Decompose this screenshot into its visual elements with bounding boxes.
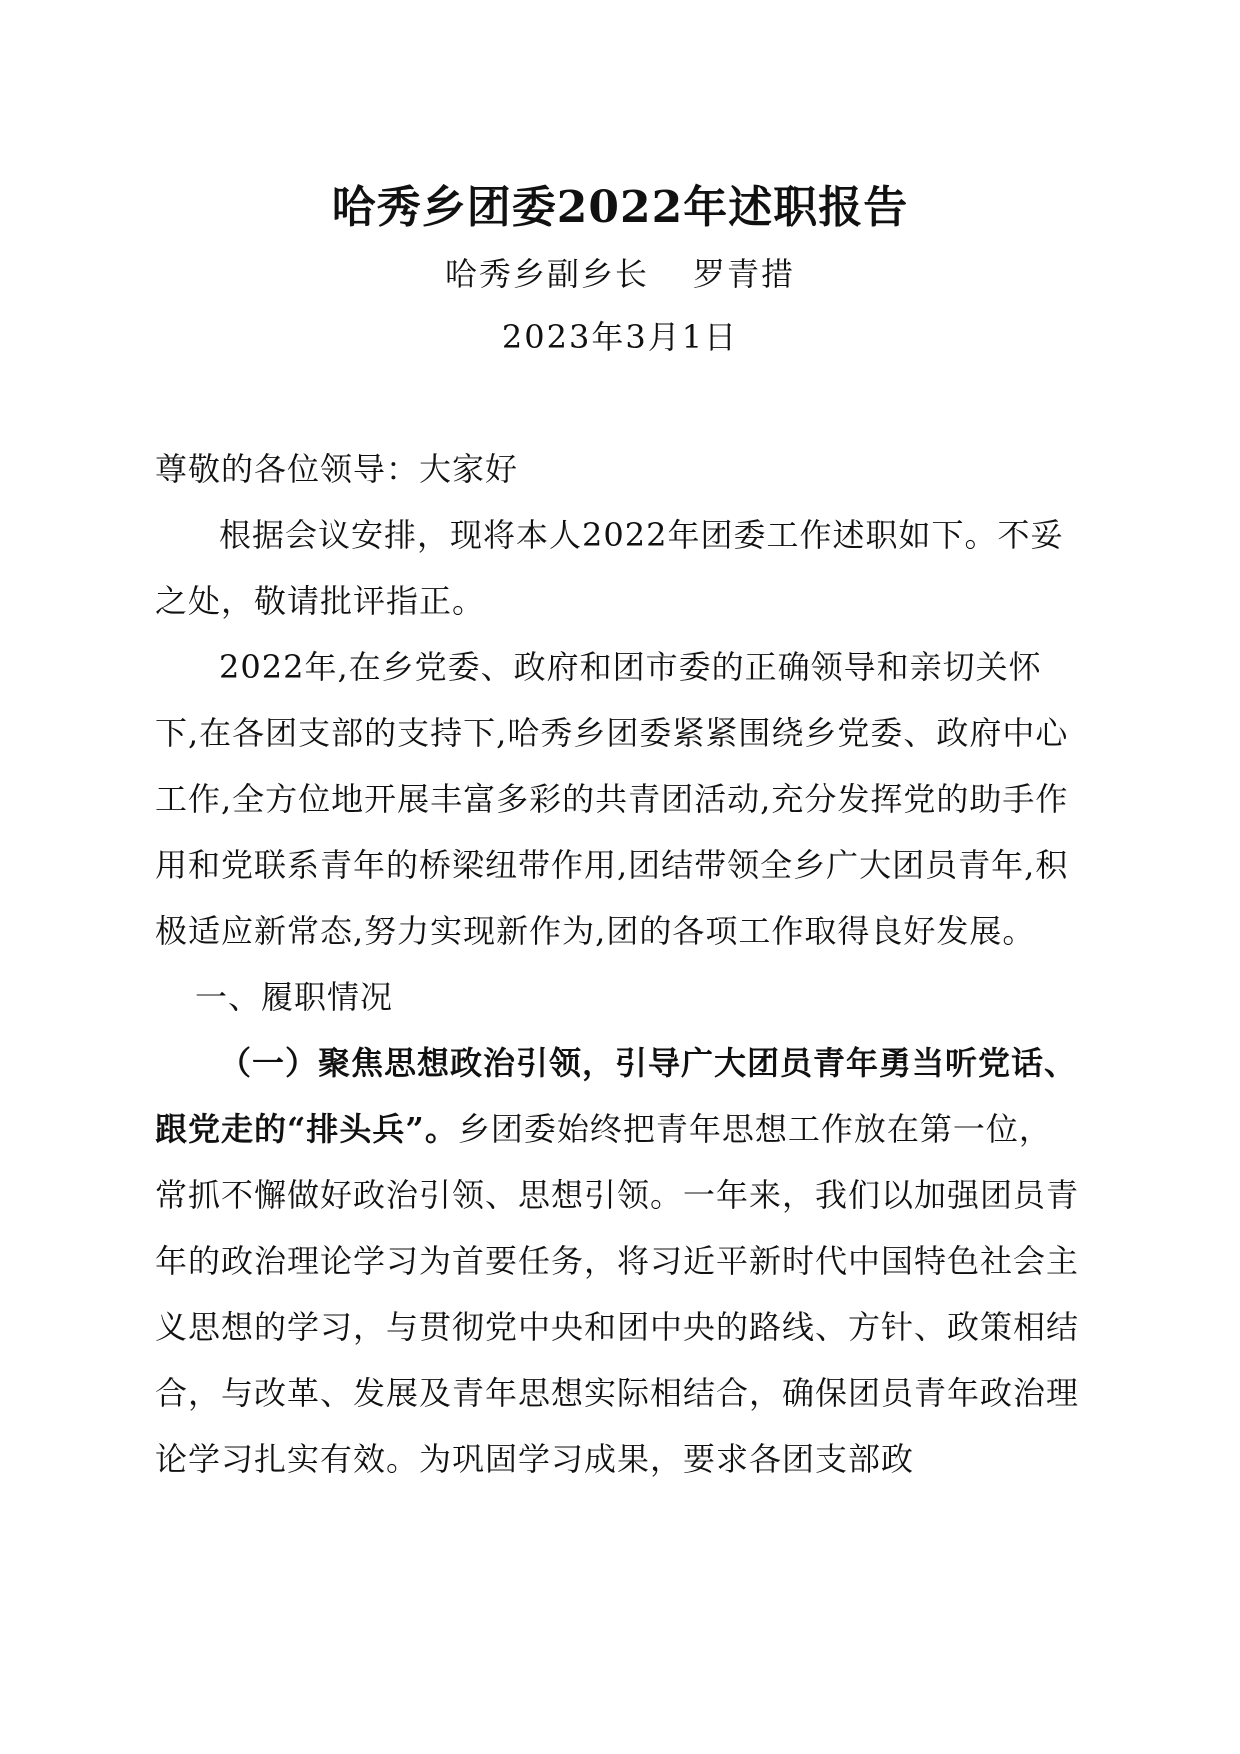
salutation: 尊敬的各位领导：大家好 [155,450,519,488]
paragraph-intro: 根据会议安排，现将本人2022年团委工作述职如下。不妥之处，敬请批评指正。 [155,516,1064,620]
section-item-1 [155,1030,1080,1492]
document-body [155,436,1080,1492]
document-title: 哈秀乡团委2022年述职报告 [331,182,909,233]
author-name: 罗青措 [693,255,796,293]
section-item-1-text: 乡团委始终把青年思想工作放在第一位，常抓不懈做好政治引领、思想引领。一年来，我们以加强团员青年的政治理论学习为首要任务，将习近平新时代中国特色社会主义思想的学习，与贯彻党中央和团中央的路线、方针、政策相结合，与改革、发展及青年思想实际相结合，确保团员青年政治理论学习扎实有效。为巩固学习成果，要求各团支部政 [155,1110,1080,1478]
section-heading-duties: 一、履职情况 [195,978,394,1016]
section-item-1-heading: （一）聚焦思想政治引领，引导广大团员青年勇当听党话、跟党走的“排头兵”。 [155,1044,1078,1148]
report-date: 2023年3月1日 [501,318,739,356]
paragraph-overview: 2022年,在乡党委、政府和团市委的正确领导和亲切关怀下,在各团支部的支持下,哈秀乡团委紧紧围绕乡党委、政府中心工作,全方位地开展丰富多彩的共青团活动,充分发挥党的助手作用和党联系青年的桥梁纽带作用,团结带领全乡广大团员青年,积极适应新常态,努力实现新作为,团的各项工作取得良好发展。 [155,648,1069,950]
author-title: 哈秀乡副乡长 [444,255,649,293]
author-line [0,252,1240,296]
